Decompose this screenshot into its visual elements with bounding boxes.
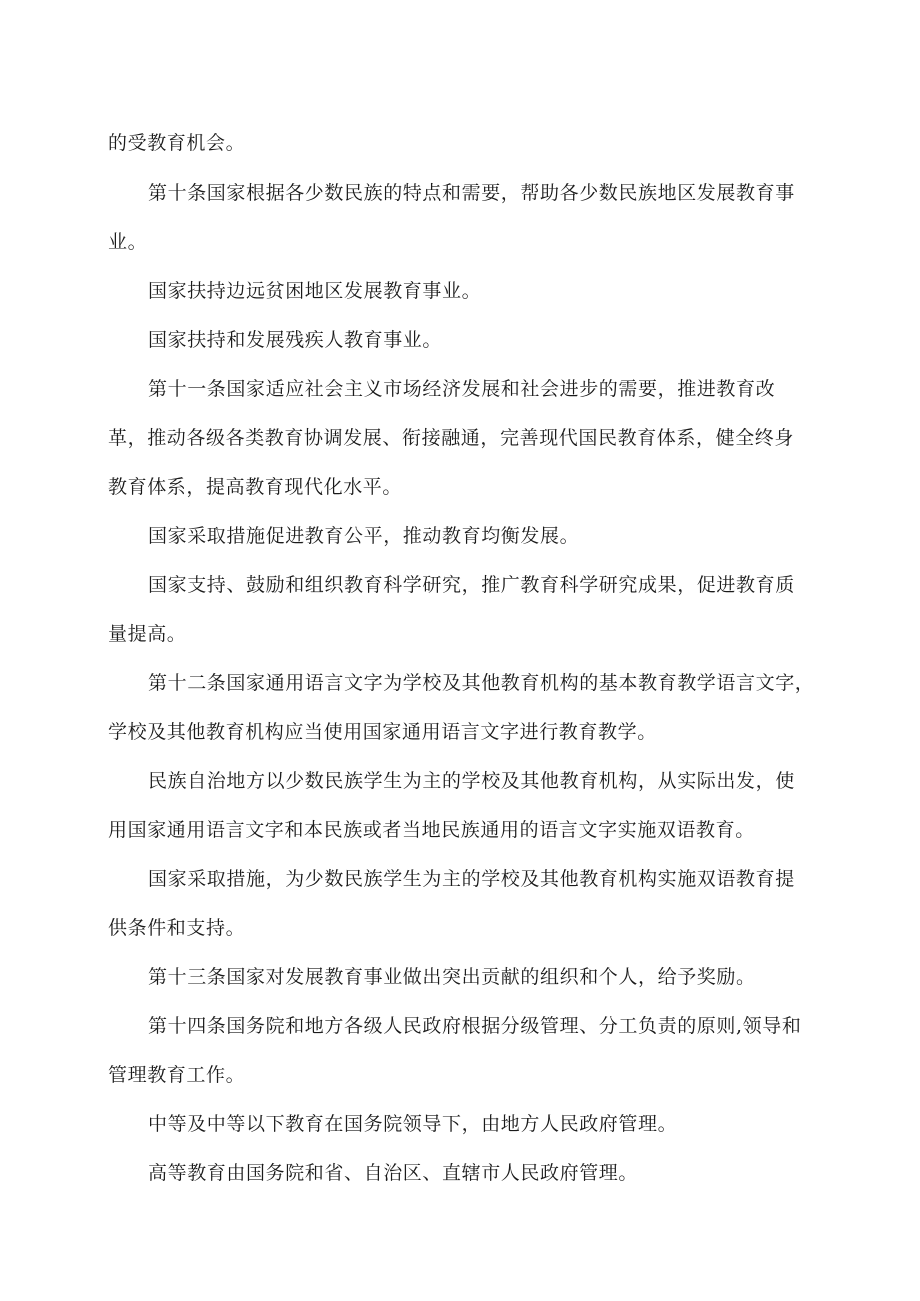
text-line: 国家扶持边远贫困地区发展教育事业。 bbox=[148, 280, 482, 302]
text-line: 中等及中等以下教育在国务院领导下，由地方人民政府管理。 bbox=[148, 1113, 678, 1135]
article-10-line: 第十条国家根据各少数民族的特点和需要，帮助各少数民族地区发展教育事 bbox=[148, 182, 795, 204]
text-line: 用国家通用语言文字和本民族或者当地民族通用的语言文字实施双语教育。 bbox=[108, 819, 755, 841]
text-line: 国家采取措施促进教育公平，推动教育均衡发展。 bbox=[148, 525, 580, 547]
text-line: 国家扶持和发展残疾人教育事业。 bbox=[148, 329, 443, 351]
text-line: 学校及其他教育机构应当使用国家通用语言文字进行教育教学。 bbox=[108, 721, 657, 743]
text-line: 量提高。 bbox=[108, 623, 187, 645]
text-line: 国家支持、鼓励和组织教育科学研究，推广教育科学研究成果，促进教育质 bbox=[148, 574, 795, 596]
text-line: 供条件和支持。 bbox=[108, 917, 246, 939]
text-line: 业。 bbox=[108, 231, 148, 253]
text-line: 教育体系，提高教育现代化水平。 bbox=[108, 476, 403, 498]
text-line: 民族自治地方以少数民族学生为主的学校及其他教育机构，从实际出发，使 bbox=[148, 770, 795, 792]
article-12-line: 第十二条国家通用语言文字为学校及其他教育机构的基本教育教学语言文字， bbox=[148, 672, 815, 694]
article-14-line: 第十四条国务院和地方各级人民政府根据分级管理、分工负责的原则,领导和 bbox=[148, 1015, 802, 1037]
text-line: 革，推动各级各类教育协调发展、衔接融通，完善现代国民教育体系，健全终身 bbox=[108, 427, 795, 449]
article-11-line: 第十一条国家适应社会主义市场经济发展和社会进步的需要，推进教育改 bbox=[148, 378, 776, 400]
text-line: 管理教育工作。 bbox=[108, 1064, 246, 1086]
text-line: 国家采取措施，为少数民族学生为主的学校及其他教育机构实施双语教育提 bbox=[148, 868, 795, 890]
text-line: 高等教育由国务院和省、自治区、直辖市人民政府管理。 bbox=[148, 1162, 639, 1184]
text-line: 的受教育机会。 bbox=[108, 132, 246, 154]
article-13-line: 第十三条国家对发展教育事业做出突出贡献的组织和个人，给予奖励。 bbox=[148, 966, 756, 988]
